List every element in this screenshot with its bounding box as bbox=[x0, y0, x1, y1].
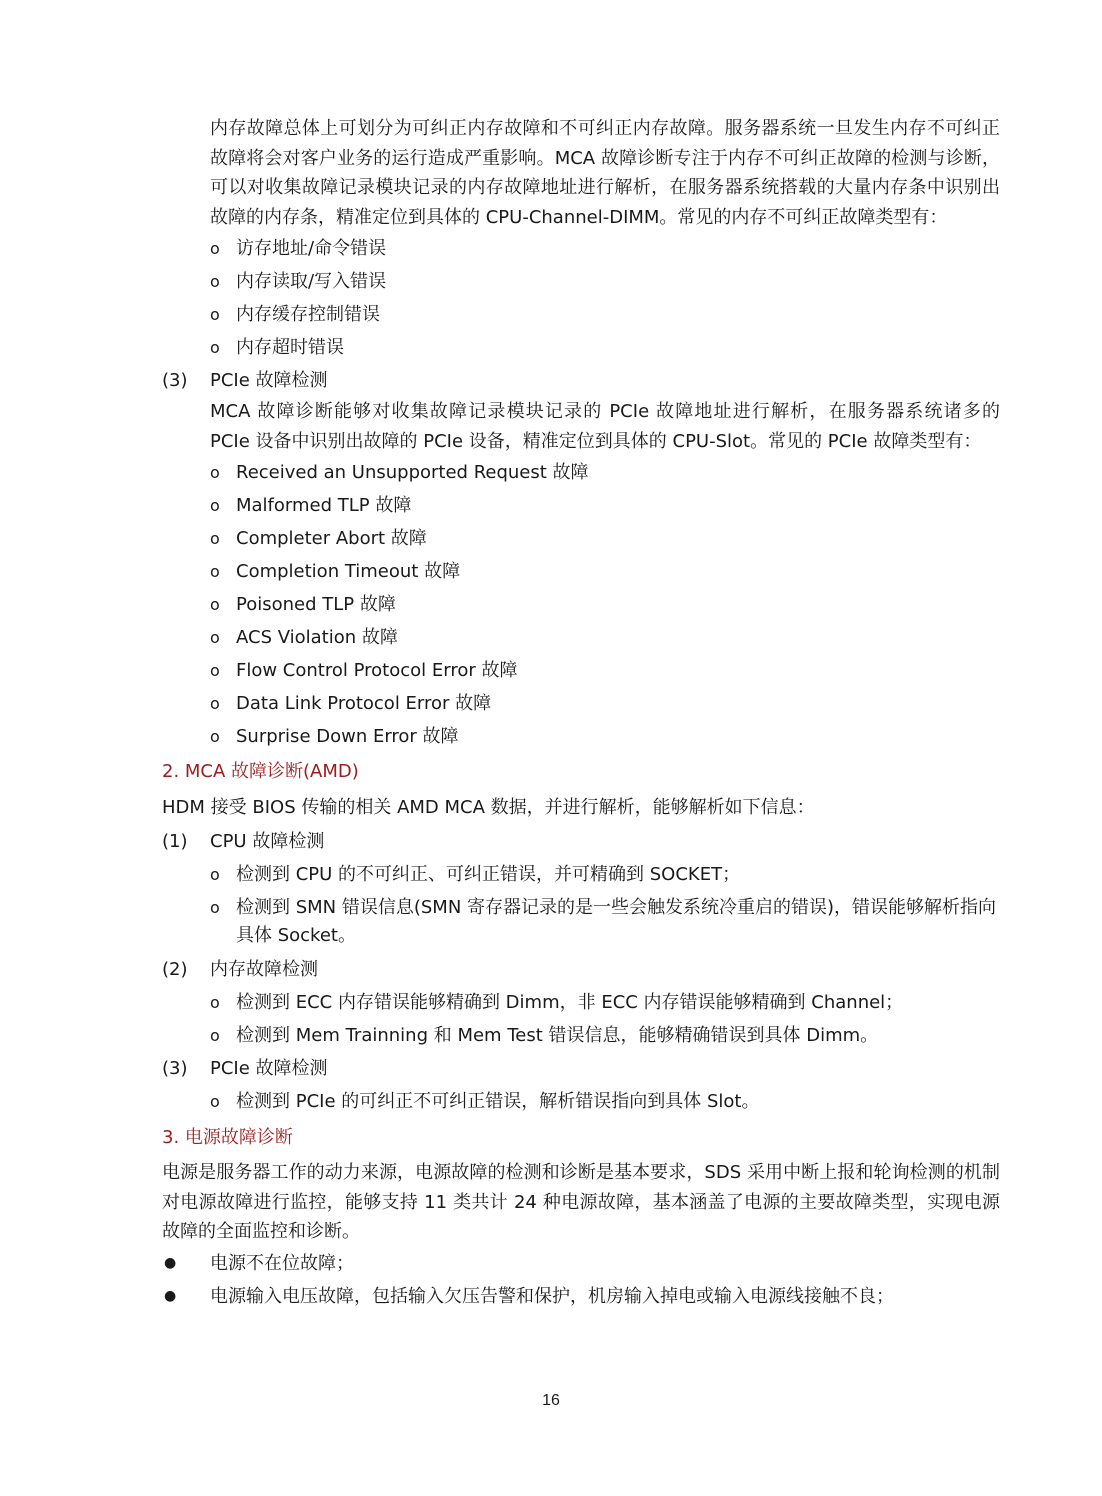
circle-bullet-icon: o bbox=[210, 865, 220, 884]
circle-bullet-icon: o bbox=[210, 463, 220, 482]
page-number: 16 bbox=[542, 1392, 560, 1409]
list-item: o Surprise Down Error 故障 bbox=[162, 720, 1000, 753]
circle-bullet-icon: o bbox=[210, 595, 220, 614]
list-item: o 检测到 Mem Trainning 和 Mem Test 错误信息，能够精确错误到具体 Dimm。 bbox=[162, 1019, 1000, 1052]
circle-bullet-icon: o bbox=[210, 898, 220, 917]
dot-bullet-icon: ● bbox=[164, 1287, 177, 1304]
amd-cpu-title: (1) CPU 故障检测 bbox=[162, 831, 325, 852]
amd-memory-title: (2) 内存故障检测 bbox=[162, 959, 318, 980]
list-item: o 访存地址/命令错误 bbox=[162, 232, 1000, 265]
list-item: o Malformed TLP 故障 bbox=[162, 489, 1000, 522]
amd-pcie-title: (3) PCIe 故障检测 bbox=[162, 1058, 328, 1079]
list-item: o 检测到 ECC 内存错误能够精确到 Dimm，非 ECC 内存错误能够精确到 Channel； bbox=[162, 986, 1000, 1019]
power-section-heading: 3. 电源故障诊断 bbox=[162, 1127, 293, 1148]
circle-bullet-icon: o bbox=[210, 661, 220, 680]
list-item: o 检测到 SMN 错误信息(SMN 寄存器记录的是一些会触发系统冷重启的错误)，错误能够解析指向具体 Socket。 bbox=[162, 891, 1000, 953]
pcie-fault-list bbox=[162, 456, 1000, 753]
list-item: o 内存超时错误 bbox=[162, 331, 1000, 364]
circle-bullet-icon: o bbox=[210, 1092, 220, 1111]
list-item: ● 电源不在位故障； bbox=[162, 1247, 1000, 1280]
dot-bullet-icon: ● bbox=[164, 1254, 177, 1271]
power-intro-paragraph: 电源是服务器工作的动力来源，电源故障的检测和诊断是基本要求，SDS 采用中断上报和轮询检测的机制对电源故障进行监控，能够支持 11 类共计 24 种电源故障，基本涵盖了电源的主要故障类型，实现电源故障的全面监控和诊断。 bbox=[162, 1162, 1000, 1242]
circle-bullet-icon: o bbox=[210, 1026, 220, 1045]
list-item: o ACS Violation 故障 bbox=[162, 621, 1000, 654]
pcie-description-paragraph: MCA 故障诊断能够对收集故障记录模块记录的 PCIe 故障地址进行解析，在服务器系统诸多的 PCIe 设备中识别出故障的 PCIe 设备，精准定位到具体的 CPU-Slot。常见的 PCIe 故障类型有： bbox=[210, 401, 1000, 452]
amd-intro-paragraph: HDM 接受 BIOS 传输的相关 AMD MCA 数据，并进行解析，能够解析如下信息： bbox=[162, 797, 815, 818]
list-item: o Data Link Protocol Error 故障 bbox=[162, 687, 1000, 720]
circle-bullet-icon: o bbox=[210, 628, 220, 647]
circle-bullet-icon: o bbox=[210, 529, 220, 548]
list-item: ● 电源输入电压故障，包括输入欠压告警和保护，机房输入掉电或输入电源线接触不良； bbox=[162, 1280, 1000, 1313]
list-item: o 检测到 PCIe 的可纠正不可纠正错误，解析错误指向到具体 Slot。 bbox=[162, 1085, 1000, 1118]
circle-bullet-icon: o bbox=[210, 562, 220, 581]
circle-bullet-icon: o bbox=[210, 993, 220, 1012]
amd-section-heading: 2. MCA 故障诊断(AMD) bbox=[162, 761, 359, 782]
list-item: o Received an Unsupported Request 故障 bbox=[162, 456, 1000, 489]
pcie-section-title: (3) PCIe 故障检测 bbox=[162, 370, 328, 391]
list-item: o 内存缓存控制错误 bbox=[162, 298, 1000, 331]
circle-bullet-icon: o bbox=[210, 305, 220, 324]
circle-bullet-icon: o bbox=[210, 272, 220, 291]
list-item: o 内存读取/写入错误 bbox=[162, 265, 1000, 298]
list-item: o Completer Abort 故障 bbox=[162, 522, 1000, 555]
page-content bbox=[162, 114, 1000, 1313]
circle-bullet-icon: o bbox=[210, 496, 220, 515]
list-item: o 检测到 CPU 的不可纠正、可纠正错误，并可精确到 SOCKET； bbox=[162, 858, 1000, 891]
circle-bullet-icon: o bbox=[210, 727, 220, 746]
memory-intro-paragraph: 内存故障总体上可划分为可纠正内存故障和不可纠正内存故障。服务器系统一旦发生内存不可纠正故障将会对客户业务的运行造成严重影响。MCA 故障诊断专注于内存不可纠正故障的检测与诊断，可以对收集故障记录模块记录的内存故障地址进行解析，在服务器系统搭载的大量内存条中识别出故障的内存条，精准定位到具体的 CPU-Channel-DIMM。常见的内存不可纠正故障类型有： bbox=[210, 118, 1000, 228]
list-item: o Completion Timeout 故障 bbox=[162, 555, 1000, 588]
list-item: o Poisoned TLP 故障 bbox=[162, 588, 1000, 621]
list-item: o Flow Control Protocol Error 故障 bbox=[162, 654, 1000, 687]
circle-bullet-icon: o bbox=[210, 239, 220, 258]
circle-bullet-icon: o bbox=[210, 338, 220, 357]
circle-bullet-icon: o bbox=[210, 694, 220, 713]
memory-fault-list bbox=[162, 232, 1000, 364]
